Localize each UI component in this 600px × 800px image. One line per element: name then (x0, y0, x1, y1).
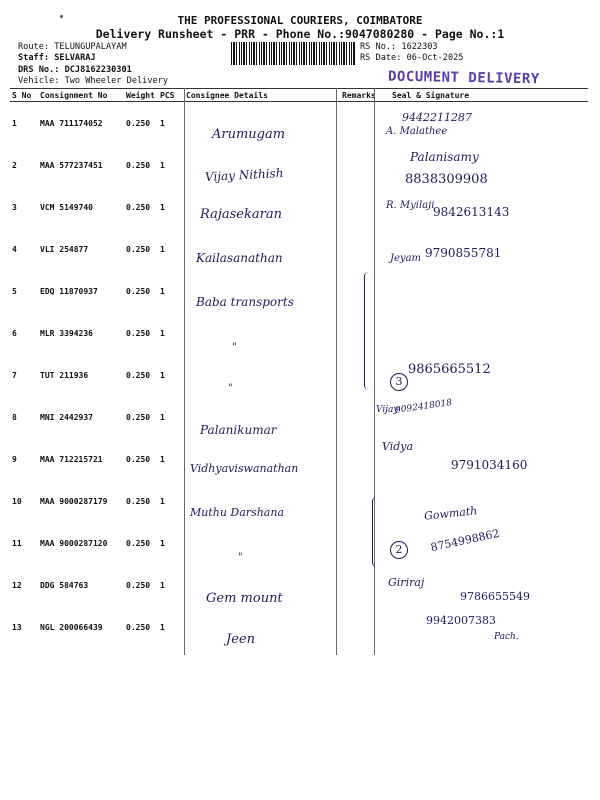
cell-pcs: 1 (160, 203, 165, 212)
cell-remarks (340, 228, 390, 270)
cell-consignment: MAA 712215721 (40, 455, 103, 464)
hw-signature: 8838309908 (405, 172, 488, 187)
cell-weight: 0.250 (126, 623, 151, 632)
cell-pcs: 1 (160, 329, 165, 338)
cell-pcs: 1 (160, 161, 165, 170)
handwritten-circled-number: 2 (390, 541, 408, 559)
hw-consignee: Baba transports (196, 295, 294, 309)
cell-sno: 12 (12, 581, 22, 590)
hw-consignee: Vijay Nithish (204, 165, 284, 185)
hw-consignee: " (238, 552, 243, 563)
col-weight: Weight (124, 89, 158, 102)
col-pcs: PCS (158, 89, 184, 102)
hw-signature: 9786655549 (460, 590, 530, 603)
cell-remarks (340, 522, 390, 564)
cell-consignment: MAA 711174052 (40, 119, 103, 128)
hw-signature: 9942007383 (426, 614, 496, 627)
hw-signature: A. Malathee (386, 126, 448, 137)
cell-remarks (340, 480, 390, 522)
cell-weight: 0.250 (126, 497, 151, 506)
col-seal-signature: Seal & Signature (390, 89, 588, 102)
cell-weight: 0.250 (126, 581, 151, 590)
cell-remarks (340, 144, 390, 186)
hw-signature: Palanisamy (410, 150, 479, 164)
route-text: Route: TELUNGUPALAYAM (18, 42, 127, 52)
hw-consignee: Palanikumar (200, 423, 277, 437)
cell-signature (390, 270, 588, 312)
cell-consignment: VCM 5149740 (40, 203, 93, 212)
column-divider (374, 88, 375, 655)
cell-signature (390, 312, 588, 354)
cell-consignment: NGL 200066439 (40, 623, 103, 632)
table-row (10, 396, 588, 438)
hw-signature: 9442211287 (402, 111, 472, 124)
cell-consignee (184, 354, 340, 396)
cell-weight: 0.250 (126, 539, 151, 548)
cell-remarks (340, 102, 390, 145)
cell-remarks (340, 606, 390, 648)
drs-text: DRS No.: DCJ8162230301 (18, 65, 132, 75)
cell-sno: 4 (12, 245, 17, 254)
hw-consignee: " (232, 342, 237, 353)
hw-signature: 8754998862 (429, 526, 501, 555)
table-row (10, 312, 588, 354)
cell-consignee (184, 606, 340, 648)
col-remarks: Remarks (340, 89, 390, 102)
cell-weight: 0.250 (126, 329, 151, 338)
cell-consignment: EDQ 11870937 (40, 287, 98, 296)
cell-pcs: 1 (160, 119, 165, 128)
cell-pcs: 1 (160, 623, 165, 632)
cell-weight: 0.250 (126, 161, 151, 170)
hw-signature: Vijay (376, 405, 399, 415)
cell-weight: 0.250 (126, 245, 151, 254)
hw-signature: Gowmath (423, 504, 478, 523)
cell-sno: 11 (12, 539, 22, 548)
col-sno: S No (10, 89, 38, 102)
company-title: THE PROFESSIONAL COURIERS, COIMBATORE (177, 14, 423, 27)
cell-pcs: 1 (160, 287, 165, 296)
cell-consignee (184, 312, 340, 354)
table-row (10, 102, 588, 145)
hw-signature: Jeyam (390, 253, 422, 264)
cell-consignment: DDG 584763 (40, 581, 89, 590)
staff-text: Staff: SELVARAJ (18, 53, 96, 63)
col-consignee: Consignee Details (184, 89, 340, 102)
cell-remarks (340, 396, 390, 438)
cell-pcs: 1 (160, 497, 165, 506)
cell-signature (390, 480, 588, 522)
rs-no: RS No.: 1622303 (360, 42, 438, 52)
hw-consignee: Arumugam (212, 127, 286, 142)
hw-consignee: Vidhyaviswanathan (190, 462, 299, 475)
cell-pcs: 1 (160, 245, 165, 254)
cell-weight: 0.250 (126, 371, 151, 380)
cell-weight: 0.250 (126, 119, 151, 128)
hw-consignee: Kailasanathan (196, 251, 283, 265)
cell-consignment: VLI 254877 (40, 245, 89, 254)
cell-sno: 5 (12, 287, 17, 296)
table-row (10, 522, 588, 564)
cell-weight: 0.250 (126, 287, 151, 296)
cell-consignment: MAA 9000287179 (40, 497, 108, 506)
hw-signature: Pach. (494, 632, 519, 642)
cell-sno: 6 (12, 329, 17, 338)
cell-pcs: 1 (160, 371, 165, 380)
cell-consignment: MAA 9000287120 (40, 539, 108, 548)
hw-consignee: " (228, 383, 233, 394)
table-row (10, 144, 588, 186)
handwritten-brace (364, 272, 373, 390)
hw-signature: R. Myilaji (386, 200, 435, 211)
handwritten-brace (372, 497, 381, 567)
cell-weight: 0.250 (126, 455, 151, 464)
cell-sno: 1 (12, 119, 17, 128)
hw-consignee: Gem mount (206, 591, 283, 606)
cell-sno: 7 (12, 371, 17, 380)
hw-signature: Giriraj (388, 576, 425, 589)
cell-consignment: TUT 211936 (40, 371, 89, 380)
cell-weight: 0.250 (126, 413, 151, 422)
table-row (10, 270, 588, 312)
cell-remarks (340, 564, 390, 606)
hw-signature: 9865665512 (408, 362, 491, 377)
cell-pcs: 1 (160, 581, 165, 590)
hw-signature: Vidya (382, 440, 414, 453)
cell-remarks (340, 186, 390, 228)
hw-consignee: Rajasekaran (200, 207, 282, 222)
vehicle-text: Vehicle: Two Wheeler Delivery (18, 76, 169, 86)
rs-date: RS Date: 06-Oct-2025 (360, 53, 464, 63)
table-row (10, 354, 588, 396)
hw-signature: 9791034160 (451, 458, 528, 472)
cell-sno: 2 (12, 161, 17, 170)
hw-signature: 9092418018 (394, 398, 453, 416)
cell-consignment: MLR 3394236 (40, 329, 93, 338)
hw-signature: 9790855781 (425, 246, 502, 260)
hw-consignee: Jeen (226, 632, 255, 647)
runsheet-title: Delivery Runsheet - PRR - Phone No.:9047080280 - Page No.:1 (95, 27, 505, 41)
cell-consignment: MAA 577237451 (40, 161, 103, 170)
document-delivery-stamp: DOCUMENT DELIVERY (387, 68, 540, 88)
barcode (231, 42, 355, 65)
cell-weight: 0.250 (126, 203, 151, 212)
cell-sno: 3 (12, 203, 17, 212)
col-consignment: Consignment No (38, 89, 124, 102)
cell-signature (390, 606, 588, 648)
cell-consignee (184, 522, 340, 564)
cell-pcs: 1 (160, 413, 165, 422)
cell-pcs: 1 (160, 455, 165, 464)
column-divider (336, 88, 337, 655)
table-header-row (10, 89, 588, 102)
cell-sno: 9 (12, 455, 17, 464)
hw-signature: 9842613143 (433, 205, 510, 219)
cell-sno: 8 (12, 413, 17, 422)
hw-consignee: Muthu Darshana (190, 506, 284, 519)
runsheet-table (10, 88, 588, 648)
table-row (10, 480, 588, 522)
cell-sno: 13 (12, 623, 22, 632)
cell-pcs: 1 (160, 539, 165, 548)
cell-consignment: MNI 2442937 (40, 413, 93, 422)
handwritten-circled-number: 3 (390, 373, 408, 391)
column-divider (184, 88, 185, 655)
cell-sno: 10 (12, 497, 22, 506)
